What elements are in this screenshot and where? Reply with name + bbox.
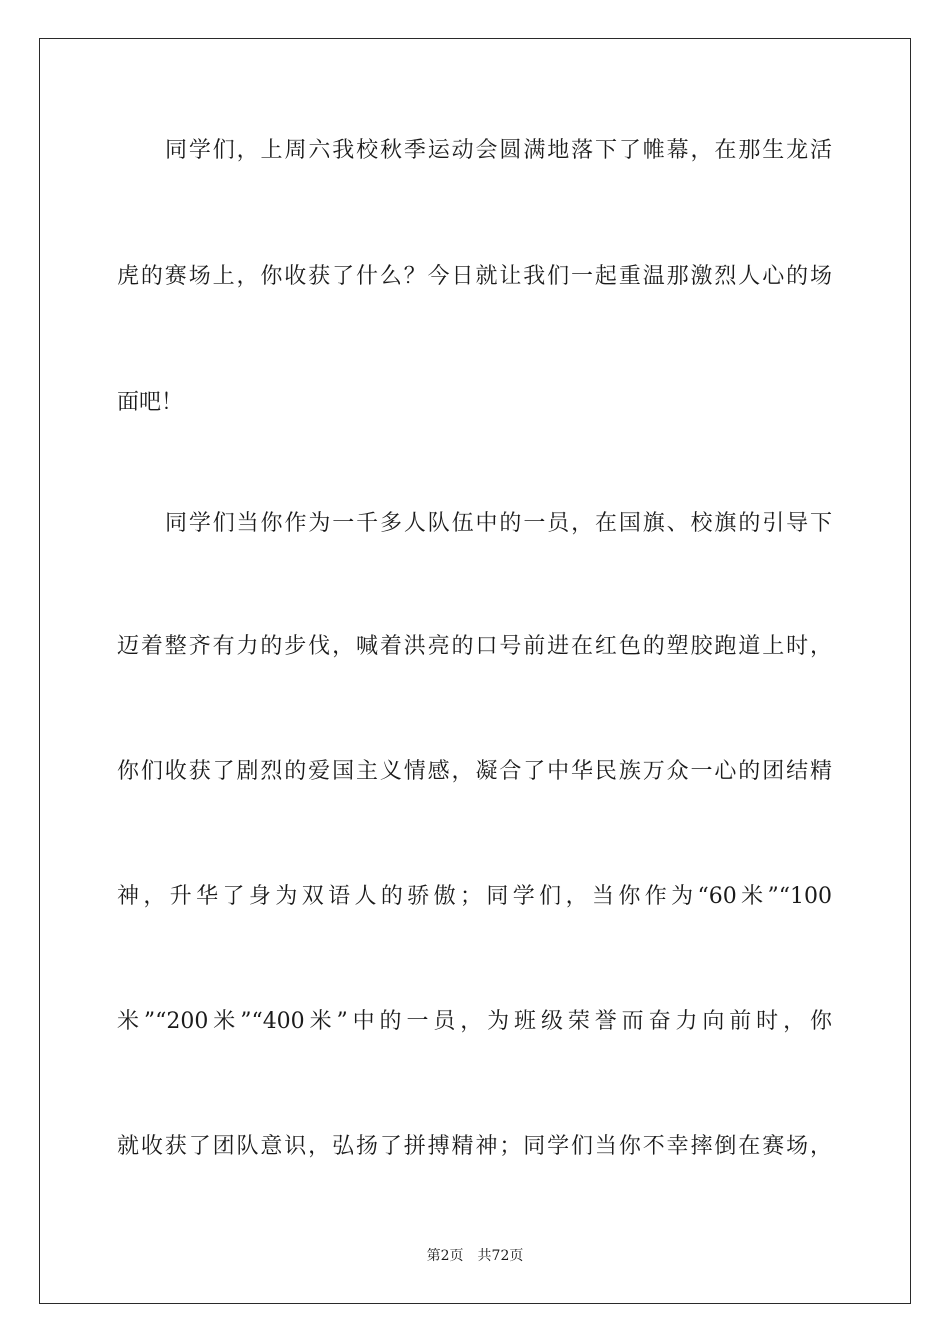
page-total: 共72页 (477, 1248, 524, 1264)
paragraph-1-line-1: 同学们，上周六我校秋季运动会圆满地落下了帷幕，在那生龙活 (165, 138, 832, 163)
paragraph-1-line-2: 虎的赛场上，你收获了什么？今日就让我们一起重温那激烈人心的场 (117, 264, 832, 289)
page-border (39, 38, 911, 1304)
paragraph-2-line-2: 迈着整齐有力的步伐，喊着洪亮的口号前进在红色的塑胶跑道上时， (117, 634, 832, 659)
paragraph-2-line-6: 就收获了团队意识，弘扬了拼搏精神；同学们当你不幸摔倒在赛场， (117, 1134, 832, 1159)
page-footer (0, 1246, 950, 1266)
paragraph-2-line-5: 米”“200米”“400米”中的一员，为班级荣誉而奋力向前时，你 (117, 1009, 832, 1034)
paragraph-2-line-4: 神，升华了身为双语人的骄傲；同学们，当你作为“60米”“100 (117, 884, 832, 909)
paragraph-2-line-1: 同学们当你作为一千多人队伍中的一员，在国旗、校旗的引导下 (165, 511, 832, 536)
paragraph-1-line-3: 面吧！ (117, 390, 184, 415)
paragraph-2-line-3: 你们收获了剧烈的爱国主义情感，凝合了中华民族万众一心的团结精 (117, 759, 832, 784)
page-number: 第2页 (426, 1248, 464, 1264)
